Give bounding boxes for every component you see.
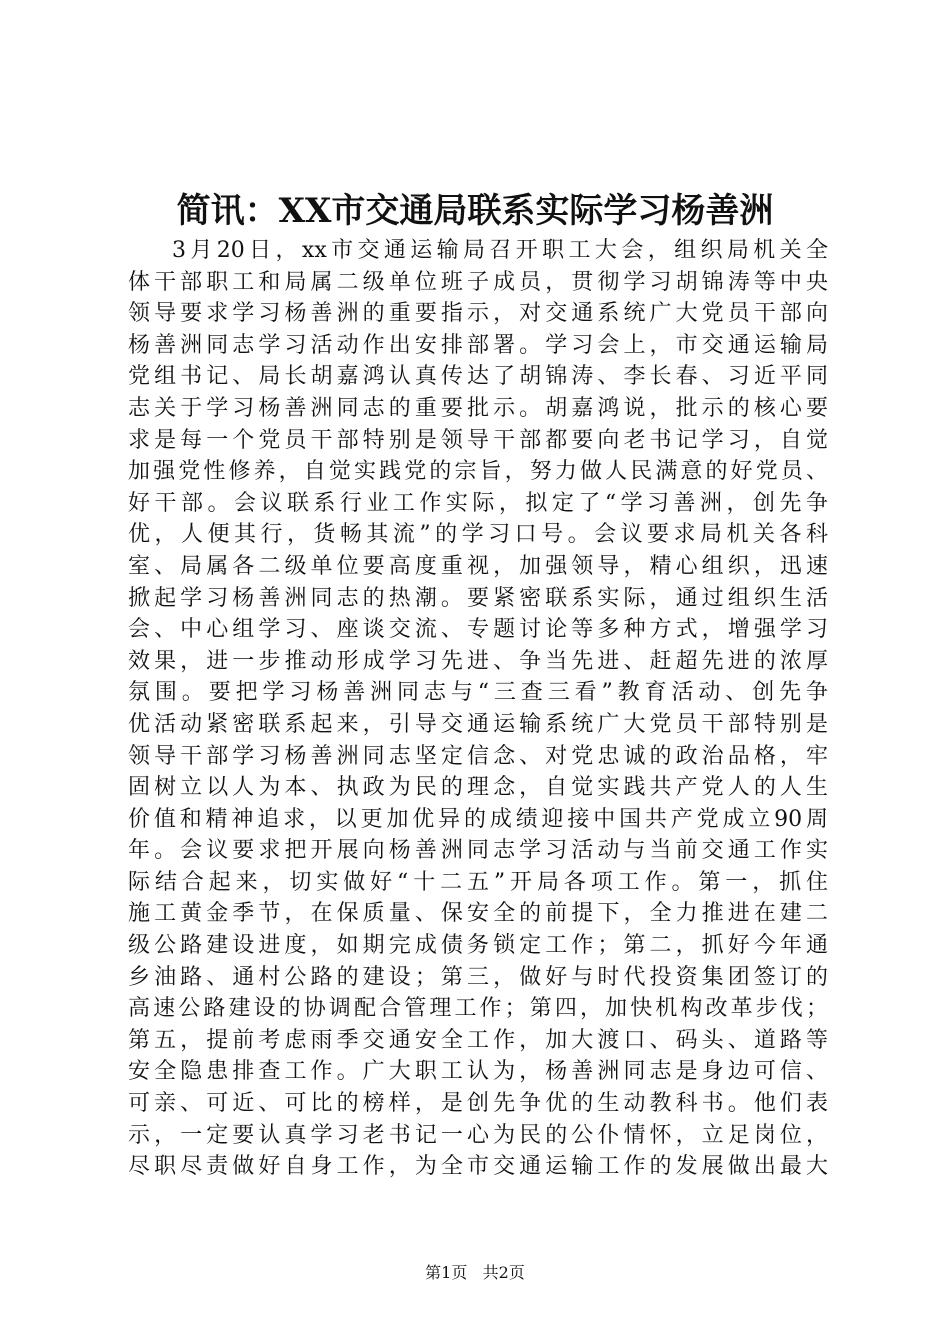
- paragraph-line: 可亲、可近、可比的榜样，是创先争优的生动教科书。他们表: [128, 1091, 828, 1117]
- paragraph-line: 优，人便其行，货畅其流”的学习口号。会议要求局机关各科: [128, 522, 828, 548]
- paragraph-line: 好干部。会议联系行业工作实际，拟定了“学习善洲，创先争: [128, 490, 828, 516]
- paragraph-line: 室、局属各二级单位要高度重视，加强领导，精心组织，迅速: [128, 553, 828, 579]
- paragraph-line: 志关于学习杨善洲同志的重要批示。胡嘉鸿说，批示的核心要: [128, 395, 828, 421]
- paragraph-line: 年。会议要求把开展向杨善洲同志学习活动与当前交通工作实: [128, 838, 828, 864]
- paragraph-line: 价值和精神追求，以更加优异的成绩迎接中国共产党成立90周: [128, 806, 828, 832]
- paragraph-line: 安全隐患排查工作。广大职工认为，杨善洲同志是身边可信、: [128, 1059, 828, 1085]
- paragraph-line: 高速公路建设的协调配合管理工作；第四，加快机构改革步伐；: [128, 996, 828, 1022]
- page-number-total: 共2页: [482, 1263, 525, 1282]
- paragraph-line: 加强党性修养，自觉实践党的宗旨，努力做人民满意的好党员、: [128, 459, 828, 485]
- paragraph-line: 第五，提前考虑雨季交通安全工作，加大渡口、码头、道路等: [128, 1027, 828, 1053]
- page-number-current: 第1页: [425, 1263, 468, 1282]
- paragraph-line: 领导干部学习杨善洲同志坚定信念、对党忠诚的政治品格，牢: [128, 743, 828, 769]
- paragraph-line: 领导要求学习杨善洲的重要指示，对交通系统广大党员干部向: [128, 301, 828, 327]
- paragraph-line: 党组书记、局长胡嘉鸿认真传达了胡锦涛、李长春、习近平同: [128, 364, 828, 390]
- paragraph-line: 3月20日，xx市交通运输局召开职工大会，组织局机关全: [172, 238, 828, 263]
- paragraph-line: 体干部职工和局属二级单位班子成员，贯彻学习胡锦涛等中央: [128, 269, 828, 295]
- paragraph-line: 氛围。要把学习杨善洲同志与“三查三看”教育活动、创先争: [128, 680, 828, 706]
- paragraph-line: 乡油路、通村公路的建设；第三，做好与时代投资集团签订的: [128, 964, 828, 990]
- paragraph-line: 优活动紧密联系起来，引导交通运输系统广大党员干部特别是: [128, 711, 828, 737]
- document-body: [128, 235, 828, 1183]
- paragraph-line: 示，一定要认真学习老书记一心为民的公仆情怀，立足岗位，: [128, 1122, 828, 1148]
- paragraph-line: 固树立以人为本、执政为民的理念，自觉实践共产党人的人生: [128, 775, 828, 801]
- paragraph-line: 会、中心组学习、座谈交流、专题讨论等多种方式，增强学习: [128, 617, 828, 643]
- page-footer: [0, 1262, 950, 1284]
- paragraph-line: 效果，进一步推动形成学习先进、争当先进、赶超先进的浓厚: [128, 648, 828, 674]
- paragraph-line: 掀起学习杨善洲同志的热潮。要紧密联系实际，通过组织生活: [128, 585, 828, 611]
- paragraph-line: 级公路建设进度，如期完成债务锁定工作；第二，抓好今年通: [128, 933, 828, 959]
- paragraph-line: 施工黄金季节，在保质量、保安全的前提下，全力推进在建二: [128, 901, 828, 927]
- paragraph-line: 尽职尽责做好自身工作，为全市交通运输工作的发展做出最大: [128, 1154, 828, 1180]
- paragraph-line: 杨善洲同志学习活动作出安排部署。学习会上，市交通运输局: [128, 332, 828, 358]
- paragraph-line: 求是每一个党员干部特别是领导干部都要向老书记学习，自觉: [128, 427, 828, 453]
- document-title: 简讯：XX市交通局联系实际学习杨善洲: [176, 191, 774, 231]
- paragraph-line: 际结合起来，切实做好“十二五”开局各项工作。第一，抓住: [128, 869, 828, 895]
